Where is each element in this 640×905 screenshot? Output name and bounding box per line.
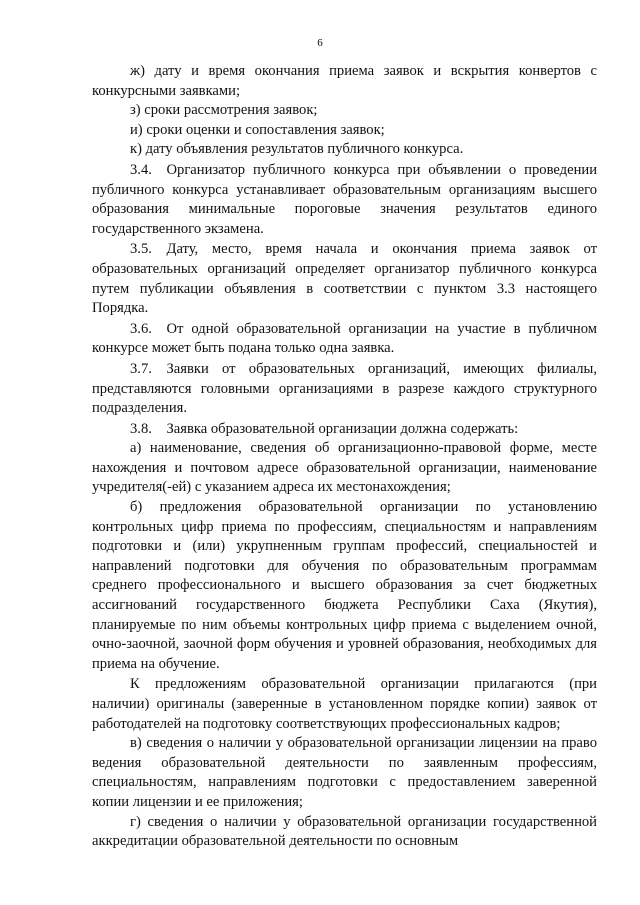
document-body	[92, 62, 597, 852]
paragraph-3-8: 3.8. Заявка образовательной организации должна содержать:	[130, 420, 519, 437]
paragraph-3-6: 3.6. От одной образовательной организации на участие в публичном конкурсе может быть подана только одна заявка.	[92, 320, 597, 357]
paragraph-attachments: К предложениям образовательной организации прилагаются (при наличии) оригиналы (заверенные в установленном порядке копии) заявок от работодателей на подготовку соответствующих профессиональных кадров;	[92, 676, 597, 732]
paragraph-v: в) сведения о наличии у образовательной организации лицензии на право ведения образовательной деятельности по заявленным профессиям, специальностям, направлениям подготовки с предоставлением заверенной копии лицензии и ее приложения;	[92, 735, 597, 810]
paragraph-g: г) сведения о наличии у образовательной организации государственной аккредитации образовательной деятельности по основным	[92, 813, 597, 850]
paragraph-z: з) сроки рассмотрения заявок;	[130, 102, 318, 119]
page-number: 6	[317, 37, 323, 49]
paragraph-3-5: 3.5. Дату, место, время начала и окончания приема заявок от образовательных организаций определяет организатор публичного конкурса путем публикации объявления в соответствии с пунктом 3.3 настоящего Порядка.	[92, 241, 597, 317]
paragraph-3-4: 3.4. Организатор публичного конкурса при объявлении о проведении публичного конкурса устанавливает образовательным организациям высшего образования минимальные пороговые значения результатов единого государственного экзамена.	[92, 161, 597, 237]
paragraph-b: б) предложения образовательной организации по установлению контрольных цифр приема по профессиям, специальностям и направлениям подготовки и (или) укрупненным группам профессий, специальностей и направлений подготовки для обучения по образовательным программам среднего профессионального и высшего образования за счет бюджетных ассигнований государственного бюджета Республики Саха (Якутия), планируемые по ним объемы контрольных цифр приема с выделением очной, очно-заочной, заочной форм обучения и уровней образования, необходимых для приема на обучение.	[92, 499, 597, 672]
paragraph-a: а) наименование, сведения об организационно-правовой форме, месте нахождения и почтовом адресе образовательной организации, наименование учредителя(-ей) с указанием адреса их местонахождения;	[92, 440, 597, 496]
paragraph-i: и) сроки оценки и сопоставления заявок;	[130, 121, 385, 138]
paragraph-k: к) дату объявления результатов публичного конкурса.	[130, 141, 464, 158]
paragraph-3-7: 3.7. Заявки от образовательных организаций, имеющих филиалы, представляются головными организациями в разрезе каждого структурного подразделения.	[92, 360, 597, 417]
paragraph-zh: ж) дату и время окончания приема заявок и вскрытия конвертов с конкурсными заявками;	[92, 63, 597, 99]
